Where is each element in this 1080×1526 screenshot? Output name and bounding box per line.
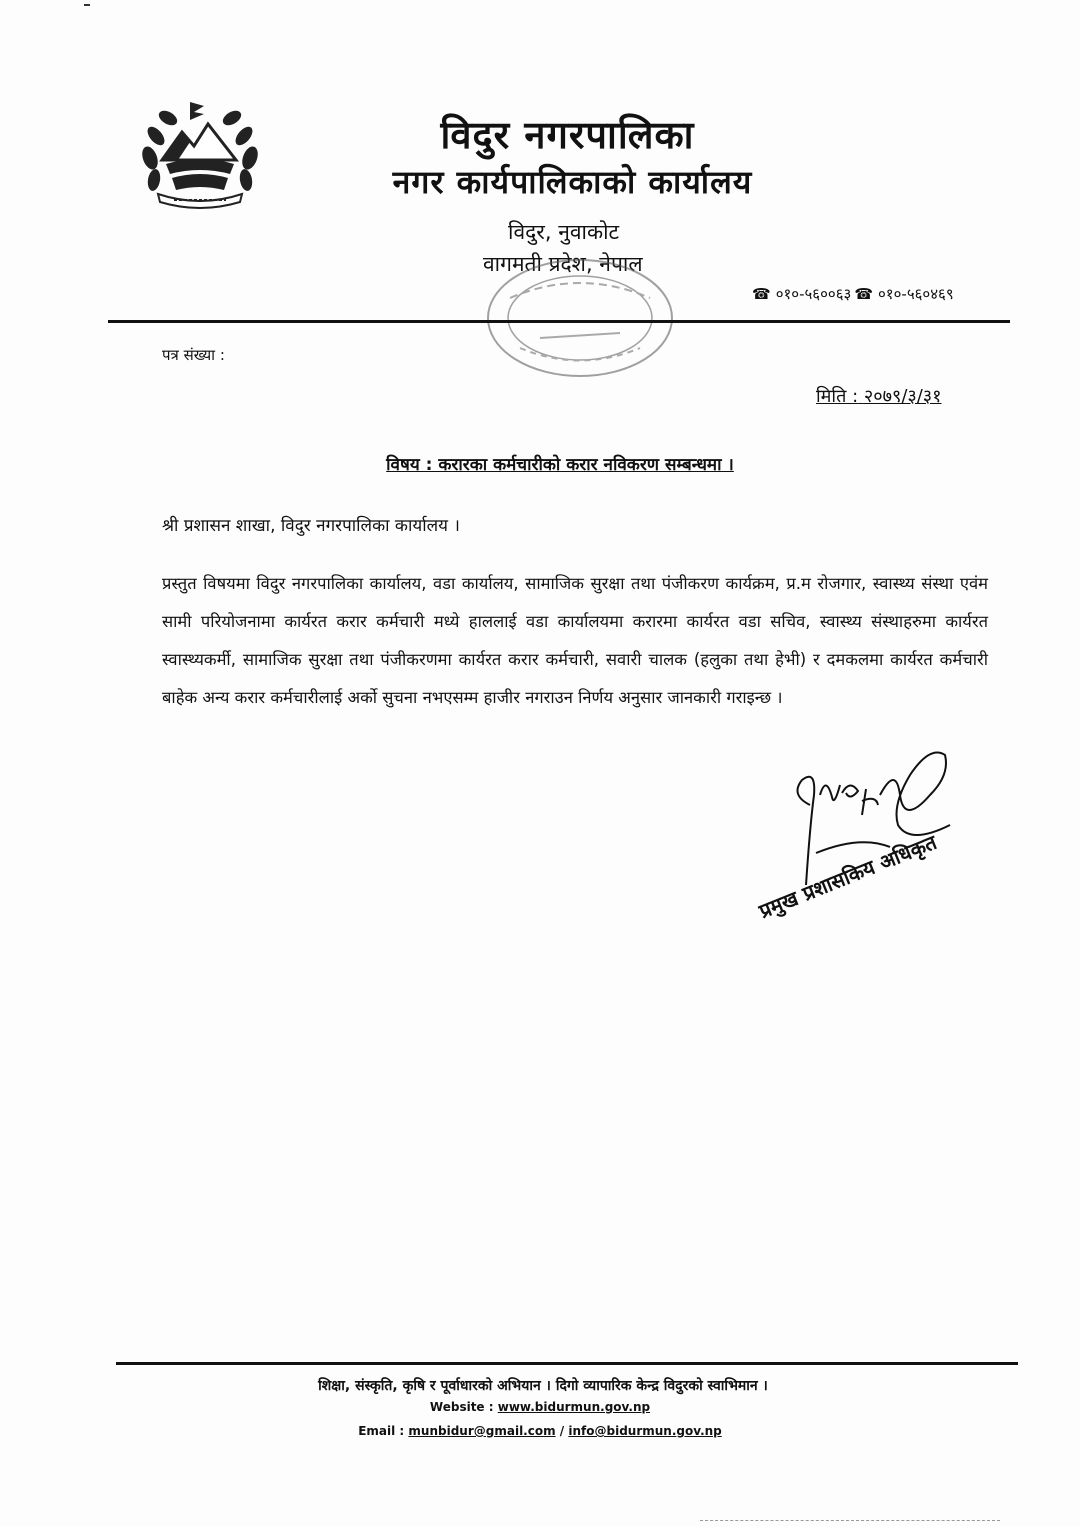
header-divider	[108, 320, 1010, 323]
footer-motto: शिक्षा, संस्कृति, कृषि र पूर्वाधारको अभियान । दिगो व्यापारिक केन्द्र विदुरको स्वाभिमान ।	[318, 1378, 768, 1394]
letter-date	[816, 384, 942, 408]
email-label: Email :	[358, 1424, 405, 1438]
patra-sankhya-label: पत्र संख्या :	[162, 346, 225, 364]
date-value: २०७९/३/३१	[863, 386, 942, 407]
designation: प्रमुख प्रशासकिय अधिकृत	[755, 830, 940, 924]
email-separator: /	[559, 1424, 565, 1438]
phone-numbers	[752, 284, 954, 304]
footer-email	[0, 1424, 1080, 1438]
telephone-icon: ☎	[854, 285, 873, 303]
scan-edge	[700, 1520, 1000, 1522]
email-link-1[interactable]: munbidur@gmail.com	[408, 1424, 556, 1438]
org-name: विदुर नगरपालिका	[440, 113, 695, 157]
footer-divider	[116, 1362, 1018, 1365]
website-link[interactable]: www.bidurmun.gov.np	[497, 1400, 651, 1414]
address-line-2: वागमती प्रदेश, नेपाल	[483, 252, 643, 276]
phone-2: ०१०-५६०४६९	[878, 285, 954, 303]
email-link-2[interactable]: info@bidurmun.gov.np	[568, 1424, 722, 1438]
phone-1: ०१०-५६००६३	[775, 285, 852, 303]
website-label: Website :	[429, 1400, 494, 1414]
date-label: मिति :	[816, 386, 859, 407]
letter-subject: विषय : करारका कर्मचारीको करार नविकरण सम्बन्धमा ।	[386, 455, 734, 475]
telephone-icon: ☎	[752, 285, 771, 303]
address-line-1: विदुर, नुवाकोट	[508, 220, 620, 244]
letter-body: प्रस्तुत विषयमा विदुर नगरपालिका कार्यालय, वडा कार्यालय, सामाजिक सुरक्षा तथा पंजीकरण कार्यक्रम, प्र.म रोजगार, स्वास्थ्य संस्था एवंम सामी परियोजनामा कार्यरत करार कर्मचारी मध्ये हाललाई वडा कार्यालयमा करारमा कार्यरत वडा सचिव, स्वास्थ्य संस्थाहरुमा कार्यरत स्वास्थ्यकर्मी, सामाजिक सुरक्षा तथा पंजीकरणमा कार्यरत करार कर्मचारी, सवारी चालक (हलुका तथा हेभी) र दमकलमा कार्यरत कर्मचारी बाहेक अन्य करार कर्मचारीलाई अर्को सुचना नभएसम्म हाजीर नगराउन निर्णय अनुसार जानकारी गराइन्छ ।	[162, 574, 988, 707]
footer-website	[0, 1400, 1080, 1414]
scan-mark	[84, 4, 90, 6]
letter-recipient: श्री प्रशासन शाखा, विदुर नगरपालिका कार्यालय ।	[162, 516, 460, 536]
office-name: नगर कार्यपालिकाको कार्यालय	[392, 163, 753, 201]
